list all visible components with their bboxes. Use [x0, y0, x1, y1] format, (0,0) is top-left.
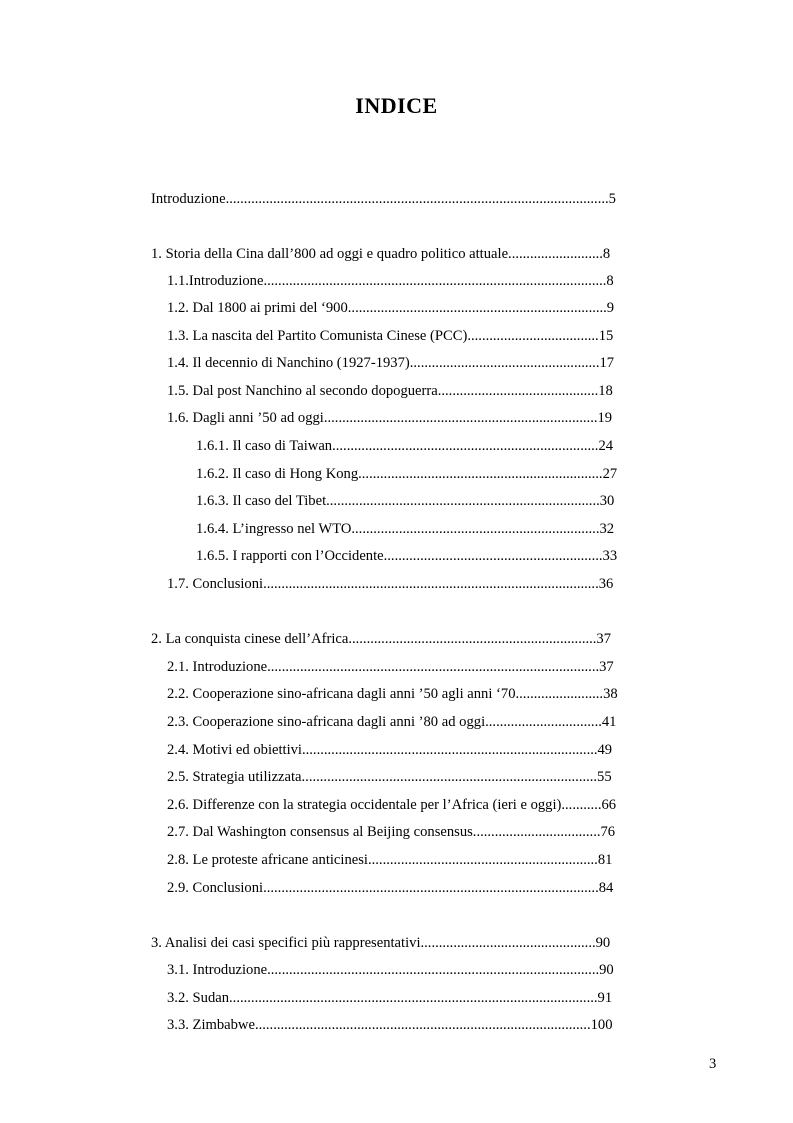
- toc-subsection-1-6-3: 1.6.3. Il caso del Tibet...........................................................................30: [196, 493, 615, 509]
- toc-section-1-7: 1.7. Conclusioni............................................................................................36: [167, 576, 614, 592]
- toc-section-3-3: 3.3. Zimbabwe............................................................................................100: [167, 1017, 613, 1033]
- toc-subsection-1-6-5: 1.6.5. I rapporti con l’Occidente............................................................33: [196, 548, 618, 564]
- toc-section-2-1: 2.1. Introduzione...........................................................................................37: [167, 659, 614, 675]
- toc-section-2-8: 2.8. Le proteste africane anticinesi...............................................................81: [167, 852, 613, 868]
- toc-section-3-1: 3.1. Introduzione...........................................................................................90: [167, 962, 614, 978]
- toc-section-1-4: 1.4. Il decennio di Nanchino (1927-1937)....................................................17: [167, 355, 615, 371]
- toc-subsection-1-6-1: 1.6.1. Il caso di Taiwan.........................................................................24: [196, 438, 614, 454]
- toc-section-2-6: 2.6. Differenze con la strategia occidentale per l’Africa (ieri e oggi)...........66: [167, 797, 617, 813]
- toc-section-1-2: 1.2. Dal 1800 ai primi del ‘900.......................................................................9: [167, 300, 615, 316]
- toc-section-2-4: 2.4. Motivi ed obiettivi.................................................................................49: [167, 742, 613, 758]
- toc-chapter-3: 3. Analisi dei casi specifici più rappresentativi................................................90: [151, 935, 611, 951]
- toc-section-1-5: 1.5. Dal post Nanchino al secondo dopoguerra............................................18: [167, 383, 613, 399]
- toc-section-2-5: 2.5. Strategia utilizzata.................................................................................55: [167, 769, 612, 785]
- toc-chapter-1: 1. Storia della Cina dall’800 ad oggi e quadro politico attuale..........................8: [151, 246, 611, 262]
- toc-section-3-2: 3.2. Sudan.....................................................................................................91: [167, 990, 613, 1006]
- toc-subsection-1-6-2: 1.6.2. Il caso di Hong Kong...................................................................27: [196, 466, 618, 482]
- toc-chapter-2: 2. La conquista cinese dell’Africa....................................................................37: [151, 631, 612, 647]
- toc-section-1-3: 1.3. La nascita del Partito Comunista Cinese (PCC)....................................15: [167, 328, 614, 344]
- toc-section-2-2: 2.2. Cooperazione sino-africana dagli anni ’50 agli anni ‘70........................38: [167, 686, 618, 702]
- toc-entry-introduzione: Introduzione.........................................................................................................5: [151, 191, 616, 207]
- toc-subsection-1-6-4: 1.6.4. L’ingresso nel WTO....................................................................32: [196, 521, 615, 537]
- toc-section-2-7: 2.7. Dal Washington consensus al Beijing consensus...................................76: [167, 824, 616, 840]
- toc-section-2-9: 2.9. Conclusioni............................................................................................84: [167, 880, 614, 896]
- page-title: INDICE: [355, 93, 438, 118]
- toc-section-1-6: 1.6. Dagli anni ’50 ad oggi...........................................................................19: [167, 410, 613, 426]
- toc-section-1-1: 1.1.Introduzione..............................................................................................8: [167, 273, 614, 289]
- toc-section-2-3: 2.3. Cooperazione sino-africana dagli anni ’80 ad oggi................................41: [167, 714, 617, 730]
- page-number: 3: [709, 1056, 717, 1072]
